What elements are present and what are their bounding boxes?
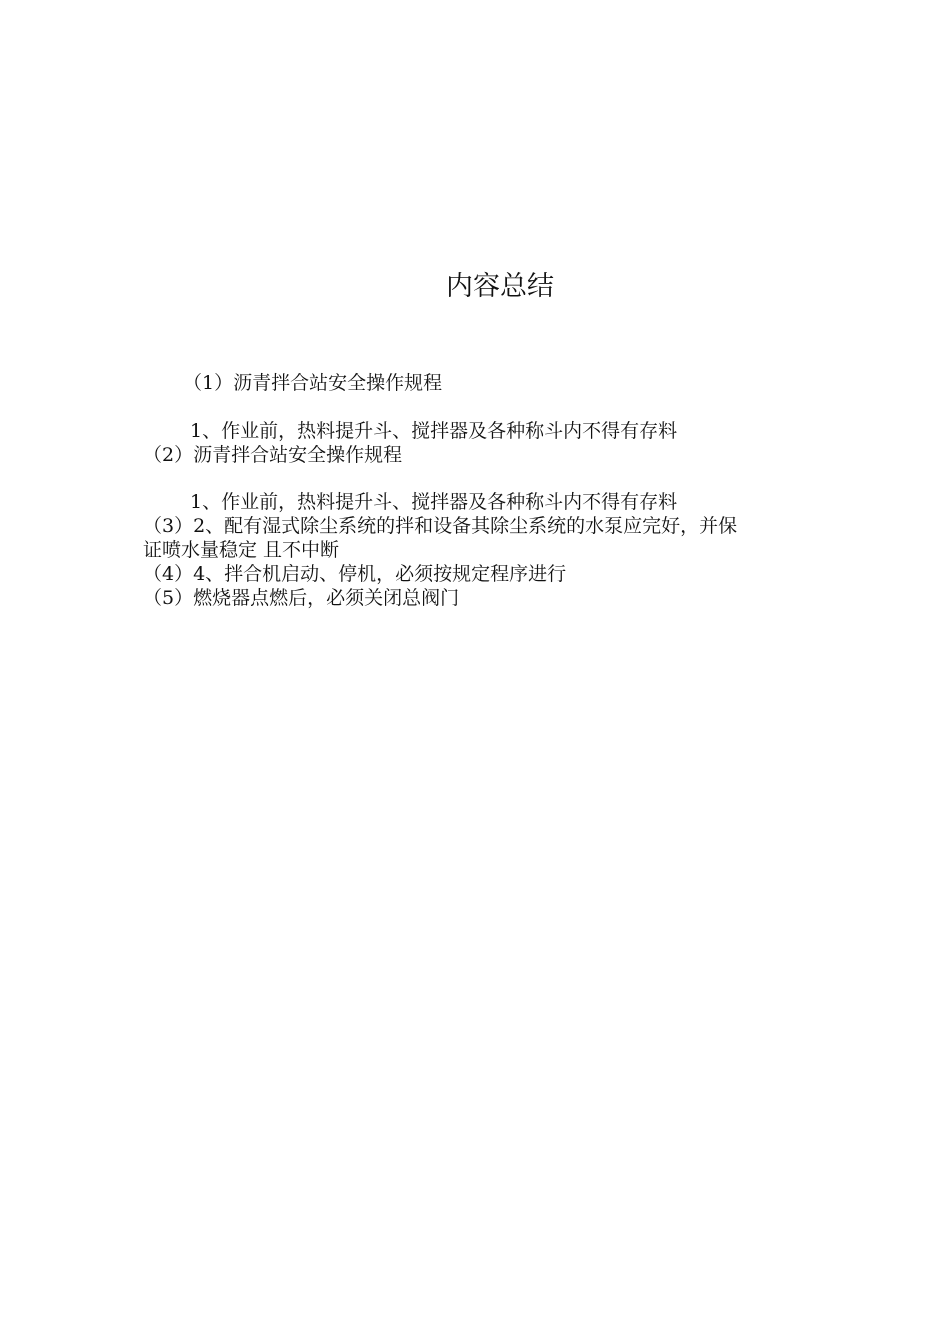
section-item-4: （4）4、拌合机启动、停机，必须按规定程序进行: [143, 563, 567, 585]
section-heading-1: （1）沥青拌合站安全操作规程: [183, 372, 443, 394]
document-title: 内容总结: [446, 271, 554, 302]
paragraph-line: 1、作业前，热料提升斗、搅拌器及各种称斗内不得有存料: [190, 491, 678, 513]
section-heading-2: （2）沥青拌合站安全操作规程: [143, 444, 403, 466]
paragraph-line: 1、作业前，热料提升斗、搅拌器及各种称斗内不得有存料: [190, 420, 678, 442]
section-item-5: （5）燃烧器点燃后，必须关闭总阀门: [143, 587, 460, 609]
paragraph-line: 证喷水量稳定 且不中断: [143, 539, 340, 561]
section-item-3: （3）2、配有湿式除尘系统的拌和设备其除尘系统的水泵应完好，并保: [143, 515, 738, 537]
